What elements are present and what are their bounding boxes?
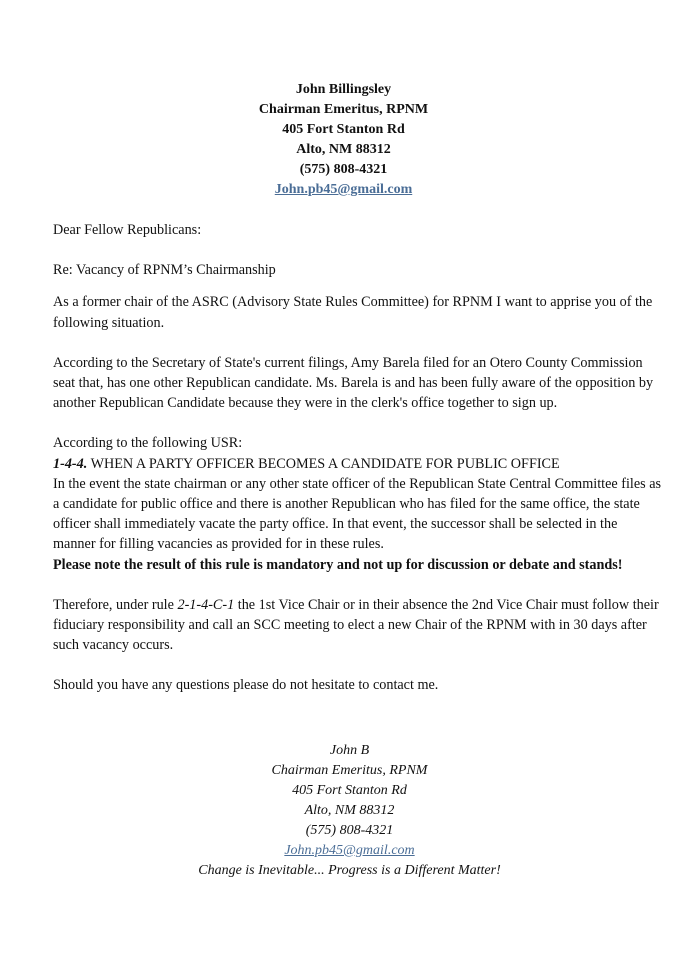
paragraph-intro: As a former chair of the ASRC (Advisory State Rules Committee) for RPNM I want to apprise you of the following situation.: [53, 294, 653, 331]
sender-street: 405 Fort Stanton Rd: [282, 122, 405, 137]
rule-reference: 2-1-4-C-1: [177, 596, 235, 613]
sender-city: Alto, NM 88312: [296, 142, 391, 157]
rule-title: WHEN A PARTY OFFICER BECOMES A CANDIDATE FOR PUBLIC OFFICE: [87, 455, 560, 472]
signature-city: Alto, NM 88312: [304, 803, 395, 818]
usr-intro: According to the following USR:: [53, 435, 243, 452]
rule-note: Please note the result of this rule is mandatory and not up for discussion or debate and stands!: [53, 556, 623, 573]
subject-line: Re: Vacancy of RPNM’s Chairmanship: [53, 262, 276, 279]
signature-name: John B: [329, 743, 370, 758]
signature-block: [0, 741, 687, 881]
signature-street: 405 Fort Stanton Rd: [292, 783, 407, 798]
salutation: Dear Fellow Republicans:: [53, 222, 202, 238]
rule-number: 1-4-4.: [53, 455, 88, 472]
signature-email-link[interactable]: John.pb45@gmail.com: [284, 843, 415, 858]
rule-text: In the event the state chairman or any other state officer of the Republican State Central Committee files as a candidate for public office and there is another Republican who has filed for the same office, the state officer shall immediately vacate the party office. In that event, the successor shall be selected in the manner for filling vacancies as provided for in these rules.: [53, 475, 662, 553]
sender-email-link[interactable]: John.pb45@gmail.com: [274, 182, 413, 197]
signature-phone: (575) 808-4321: [305, 823, 394, 838]
sender-name: John Billingsley: [295, 82, 392, 97]
sender-phone: (575) 808-4321: [299, 162, 388, 177]
letterhead: [0, 80, 687, 200]
paragraph-contact: Should you have any questions please do not hesitate to contact me.: [53, 677, 439, 694]
signature-title: Chairman Emeritus, RPNM: [271, 763, 428, 778]
signature-motto: Change is Inevitable... Progress is a Different Matter!: [198, 863, 501, 878]
sender-title: Chairman Emeritus, RPNM: [258, 102, 429, 117]
paragraph-filings: According to the Secretary of State's current filings, Amy Barela filed for an Otero County Commission seat that, has one other Republican candidate. Ms. Barela is and has been fully aware of the opposition by another Republican Candidate because they were in the clerk's office together to sign up.: [53, 354, 654, 412]
letter-body: [53, 220, 663, 696]
paragraph-therefore: Therefore, under rule 2-1-4-C-1 the 1st Vice Chair or in their absence the 2nd Vice Chair must follow their fiduciary responsibility and call an SCC meeting to elect a new Chair of the RPNM with in 30 days after such vacancy occurs.: [53, 596, 659, 654]
rule-heading: [53, 454, 663, 474]
